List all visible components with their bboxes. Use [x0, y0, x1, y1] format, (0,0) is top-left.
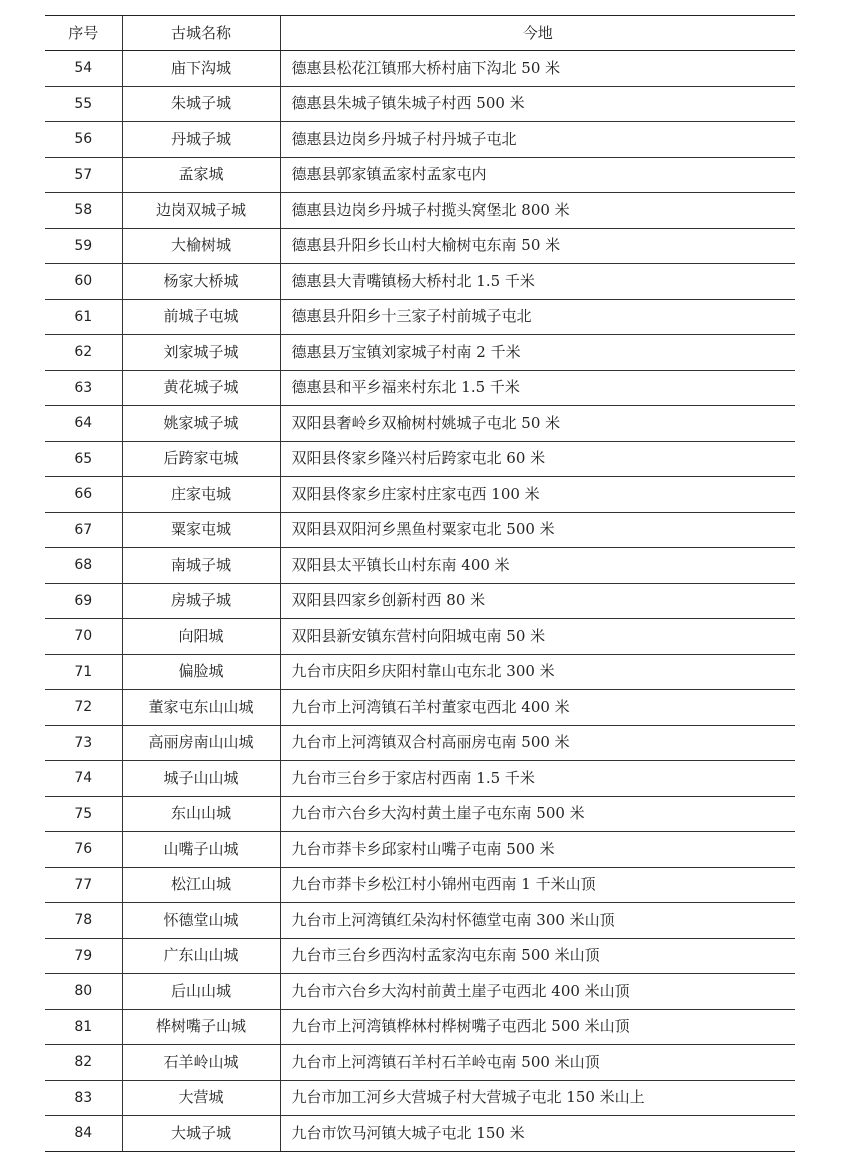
table-row	[45, 86, 795, 122]
present-location-cell: 双阳县佟家乡隆兴村后跨家屯北 60 米	[280, 441, 795, 477]
serial-number-cell: 73	[45, 725, 122, 761]
table-row	[45, 867, 795, 903]
table-row	[45, 122, 795, 158]
city-name-cell: 孟家城	[122, 157, 280, 193]
serial-number-cell: 61	[45, 299, 122, 335]
table-row	[45, 619, 795, 655]
present-location-cell: 德惠县升阳乡长山村大榆树屯东南 50 米	[280, 228, 795, 264]
serial-number-cell: 75	[45, 796, 122, 832]
header-serial-number: 序号	[45, 16, 122, 51]
table-row	[45, 903, 795, 939]
table-row	[45, 228, 795, 264]
present-location-cell: 九台市六台乡大沟村黄土崖子屯东南 500 米	[280, 796, 795, 832]
serial-number-cell: 69	[45, 583, 122, 619]
table-row	[45, 370, 795, 406]
serial-number-cell: 66	[45, 477, 122, 513]
table-row	[45, 1116, 795, 1152]
table-row	[45, 974, 795, 1010]
table-row	[45, 1080, 795, 1116]
table-row	[45, 512, 795, 548]
table-row	[45, 264, 795, 300]
present-location-cell: 双阳县佟家乡庄家村庄家屯西 100 米	[280, 477, 795, 513]
present-location-cell: 九台市莽卡乡邱家村山嘴子屯南 500 米	[280, 832, 795, 868]
table-row	[45, 938, 795, 974]
city-name-cell: 粟家屯城	[122, 512, 280, 548]
serial-number-cell: 84	[45, 1116, 122, 1152]
city-name-cell: 刘家城子城	[122, 335, 280, 371]
serial-number-cell: 59	[45, 228, 122, 264]
serial-number-cell: 55	[45, 86, 122, 122]
table-row	[45, 406, 795, 442]
present-location-cell: 德惠县边岗乡丹城子村丹城子屯北	[280, 122, 795, 158]
serial-number-cell: 82	[45, 1045, 122, 1081]
city-name-cell: 高丽房南山山城	[122, 725, 280, 761]
city-name-cell: 东山山城	[122, 796, 280, 832]
table-row	[45, 583, 795, 619]
table-row	[45, 157, 795, 193]
serial-number-cell: 81	[45, 1009, 122, 1045]
table-row	[45, 761, 795, 797]
table-row	[45, 832, 795, 868]
present-location-cell: 九台市莽卡乡松江村小锦州屯西南 1 千米山顶	[280, 867, 795, 903]
city-name-cell: 杨家大桥城	[122, 264, 280, 300]
serial-number-cell: 54	[45, 51, 122, 87]
table-row	[45, 1009, 795, 1045]
header-present-location: 今地	[280, 16, 795, 51]
serial-number-cell: 58	[45, 193, 122, 229]
present-location-cell: 九台市六台乡大沟村前黄土崖子屯西北 400 米山顶	[280, 974, 795, 1010]
table-row	[45, 796, 795, 832]
present-location-cell: 九台市庆阳乡庆阳村靠山屯东北 300 米	[280, 654, 795, 690]
city-name-cell: 桦树嘴子山城	[122, 1009, 280, 1045]
city-name-cell: 丹城子城	[122, 122, 280, 158]
serial-number-cell: 72	[45, 690, 122, 726]
present-location-cell: 德惠县升阳乡十三家子村前城子屯北	[280, 299, 795, 335]
serial-number-cell: 56	[45, 122, 122, 158]
city-name-cell: 前城子屯城	[122, 299, 280, 335]
table-row	[45, 725, 795, 761]
table-row	[45, 548, 795, 584]
city-name-cell: 向阳城	[122, 619, 280, 655]
city-name-cell: 董家屯东山山城	[122, 690, 280, 726]
city-name-cell: 山嘴子山城	[122, 832, 280, 868]
present-location-cell: 九台市上河湾镇石羊村石羊岭屯南 500 米山顶	[280, 1045, 795, 1081]
city-name-cell: 城子山山城	[122, 761, 280, 797]
serial-number-cell: 78	[45, 903, 122, 939]
document-page	[45, 15, 795, 1152]
present-location-cell: 德惠县大青嘴镇杨大桥村北 1.5 千米	[280, 264, 795, 300]
table-row	[45, 477, 795, 513]
serial-number-cell: 63	[45, 370, 122, 406]
present-location-cell: 双阳县四家乡创新村西 80 米	[280, 583, 795, 619]
present-location-cell: 德惠县朱城子镇朱城子村西 500 米	[280, 86, 795, 122]
city-name-cell: 后山山城	[122, 974, 280, 1010]
present-location-cell: 九台市上河湾镇双合村高丽房屯南 500 米	[280, 725, 795, 761]
city-name-cell: 庄家屯城	[122, 477, 280, 513]
city-name-cell: 怀德堂山城	[122, 903, 280, 939]
serial-number-cell: 62	[45, 335, 122, 371]
ancient-city-table	[45, 15, 795, 1152]
serial-number-cell: 70	[45, 619, 122, 655]
present-location-cell: 双阳县双阳河乡黑鱼村粟家屯北 500 米	[280, 512, 795, 548]
present-location-cell: 德惠县松花江镇邢大桥村庙下沟北 50 米	[280, 51, 795, 87]
city-name-cell: 房城子城	[122, 583, 280, 619]
table-row	[45, 441, 795, 477]
city-name-cell: 庙下沟城	[122, 51, 280, 87]
present-location-cell: 九台市上河湾镇桦林村桦树嘴子屯西北 500 米山顶	[280, 1009, 795, 1045]
present-location-cell: 德惠县边岗乡丹城子村揽头窝堡北 800 米	[280, 193, 795, 229]
serial-number-cell: 65	[45, 441, 122, 477]
serial-number-cell: 64	[45, 406, 122, 442]
city-name-cell: 后跨家屯城	[122, 441, 280, 477]
present-location-cell: 九台市上河湾镇红朵沟村怀德堂屯南 300 米山顶	[280, 903, 795, 939]
present-location-cell: 九台市加工河乡大营城子村大营城子屯北 150 米山上	[280, 1080, 795, 1116]
present-location-cell: 双阳县太平镇长山村东南 400 米	[280, 548, 795, 584]
present-location-cell: 德惠县郭家镇孟家村孟家屯内	[280, 157, 795, 193]
serial-number-cell: 80	[45, 974, 122, 1010]
serial-number-cell: 79	[45, 938, 122, 974]
city-name-cell: 大城子城	[122, 1116, 280, 1152]
present-location-cell: 德惠县万宝镇刘家城子村南 2 千米	[280, 335, 795, 371]
city-name-cell: 姚家城子城	[122, 406, 280, 442]
serial-number-cell: 77	[45, 867, 122, 903]
city-name-cell: 大榆树城	[122, 228, 280, 264]
table-header	[45, 16, 795, 51]
city-name-cell: 南城子城	[122, 548, 280, 584]
present-location-cell: 九台市三台乡于家店村西南 1.5 千米	[280, 761, 795, 797]
table-row	[45, 299, 795, 335]
header-row	[45, 16, 795, 51]
table-row	[45, 1045, 795, 1081]
city-name-cell: 边岗双城子城	[122, 193, 280, 229]
present-location-cell: 九台市上河湾镇石羊村董家屯西北 400 米	[280, 690, 795, 726]
city-name-cell: 大营城	[122, 1080, 280, 1116]
serial-number-cell: 67	[45, 512, 122, 548]
present-location-cell: 双阳县奢岭乡双榆树村姚城子屯北 50 米	[280, 406, 795, 442]
table-body	[45, 51, 795, 1152]
serial-number-cell: 71	[45, 654, 122, 690]
city-name-cell: 朱城子城	[122, 86, 280, 122]
city-name-cell: 黄花城子城	[122, 370, 280, 406]
present-location-cell: 德惠县和平乡福来村东北 1.5 千米	[280, 370, 795, 406]
serial-number-cell: 76	[45, 832, 122, 868]
table-row	[45, 51, 795, 87]
table-row	[45, 690, 795, 726]
present-location-cell: 九台市饮马河镇大城子屯北 150 米	[280, 1116, 795, 1152]
table-row	[45, 335, 795, 371]
serial-number-cell: 60	[45, 264, 122, 300]
city-name-cell: 广东山山城	[122, 938, 280, 974]
present-location-cell: 九台市三台乡西沟村孟家沟屯东南 500 米山顶	[280, 938, 795, 974]
present-location-cell: 双阳县新安镇东营村向阳城屯南 50 米	[280, 619, 795, 655]
city-name-cell: 偏脸城	[122, 654, 280, 690]
table-row	[45, 654, 795, 690]
city-name-cell: 石羊岭山城	[122, 1045, 280, 1081]
serial-number-cell: 74	[45, 761, 122, 797]
serial-number-cell: 68	[45, 548, 122, 584]
serial-number-cell: 57	[45, 157, 122, 193]
city-name-cell: 松江山城	[122, 867, 280, 903]
serial-number-cell: 83	[45, 1080, 122, 1116]
table-row	[45, 193, 795, 229]
header-city-name: 古城名称	[122, 16, 280, 51]
